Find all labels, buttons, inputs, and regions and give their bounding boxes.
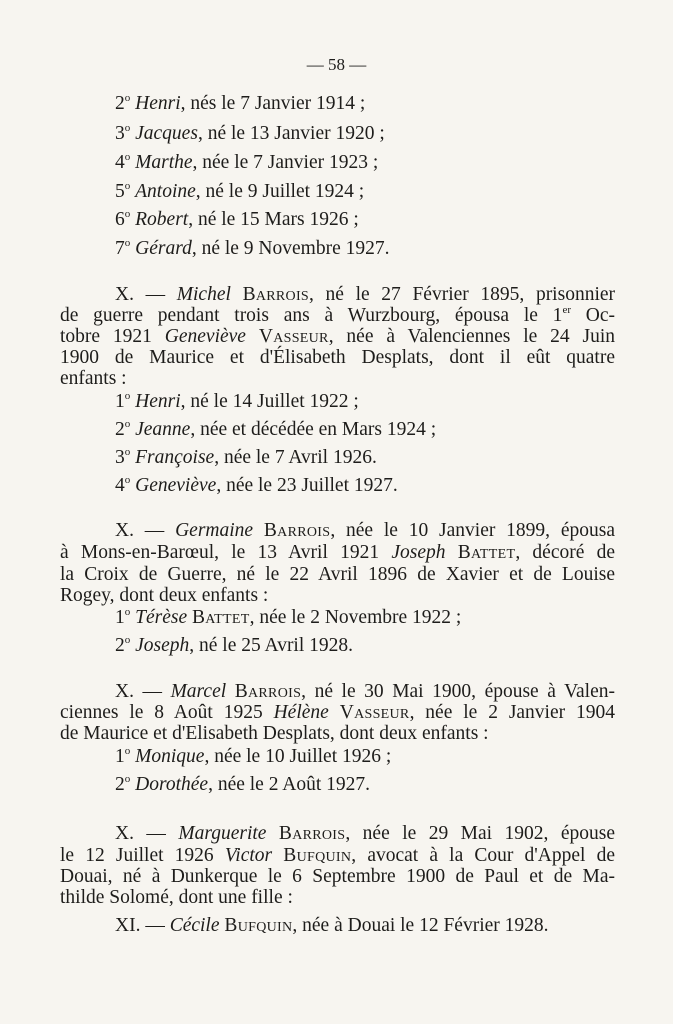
list-item: 2$^o$ Joseph, né le 25 Avril 1928. — [115, 634, 354, 656]
list-item: 4$^o$ Geneviève, née le 23 Juillet 1927. — [115, 474, 398, 496]
paragraph-line: X. — Michel Barrois, né le 27 Février 1895, prisonnier — [115, 284, 616, 305]
list-item: 6$^o$ Robert, né le 15 Mars 1926 ; — [115, 208, 359, 230]
paragraph-line: Rogey, dont deux enfants : — [60, 585, 269, 606]
paragraph-line: à Mons-en-Barœul, le 13 Avril 1921 Joseph Battet, décoré de — [60, 542, 616, 563]
paragraph-line: X. — Germaine Barrois, née le 10 Janvier 1899, épousa — [115, 520, 616, 541]
paragraph-line: thilde Solomé, dont une fille : — [60, 887, 293, 908]
list-item: 7$^o$ Gérard, né le 9 Novembre 1927. — [115, 237, 390, 259]
paragraph-line: Douai, né à Dunkerque le 6 Septembre 1900 de Paul et de Ma- — [60, 866, 615, 887]
list-item: 3$^o$ Françoise, née le 7 Avril 1926. — [115, 446, 377, 468]
paragraph-line: enfants : — [60, 368, 127, 389]
paragraph-line: ciennes le 8 Août 1925 Hélène Vasseur, née le 2 Janvier 1904 — [60, 702, 615, 723]
paragraph-line: tobre 1921 Geneviève Vasseur, née à Valenciennes le 24 Juin — [60, 326, 616, 347]
page-number: — 58 — — [306, 55, 367, 74]
paragraph-line: la Croix de Guerre, né le 22 Avril 1896 de Xavier et de Louise — [60, 564, 615, 585]
paragraph-line: X. — Marguerite Barrois, née le 29 Mai 1902, épouse — [115, 823, 615, 844]
paragraph-line: de Maurice et d'Elisabeth Desplats, dont deux enfants : — [60, 723, 489, 744]
list-item: 1$^o$ Monique, née le 10 Juillet 1926 ; — [115, 745, 392, 767]
list-item: 2$^o$ Dorothée, née le 2 Août 1927. — [115, 773, 370, 795]
list-item: 5$^o$ Antoine, né le 9 Juillet 1924 ; — [115, 180, 365, 202]
list-item: 1$^o$ Henri, né le 14 Juillet 1922 ; — [115, 390, 359, 412]
paragraph-line: le 12 Juillet 1926 Victor Bufquin, avocat à la Cour d'Appel de — [60, 845, 616, 866]
list-item: 2$^o$ Henri, nés le 7 Janvier 1914 ; — [115, 92, 366, 114]
paragraph-line: de guerre pendant trois ans à Wurzbourg, épousa le 1er Oc- — [60, 304, 615, 326]
list-item: 3$^o$ Jacques, né le 13 Janvier 1920 ; — [115, 122, 385, 144]
paragraph-line: 1900 de Maurice et d'Élisabeth Desplats, dont il eût quatre — [60, 347, 615, 368]
list-item: XI. — Cécile Bufquin, née à Douai le 12 Février 1928. — [115, 915, 549, 936]
list-item: 1$^o$ Térèse Battet, née le 2 Novembre 1922 ; — [115, 606, 462, 628]
list-item: 4$^o$ Marthe, née le 7 Janvier 1923 ; — [115, 151, 379, 173]
list-item: 2$^o$ Jeanne, née et décédée en Mars 1924 ; — [115, 418, 437, 440]
paragraph-line: X. — Marcel Barrois, né le 30 Mai 1900, épouse à Valen- — [115, 681, 616, 702]
